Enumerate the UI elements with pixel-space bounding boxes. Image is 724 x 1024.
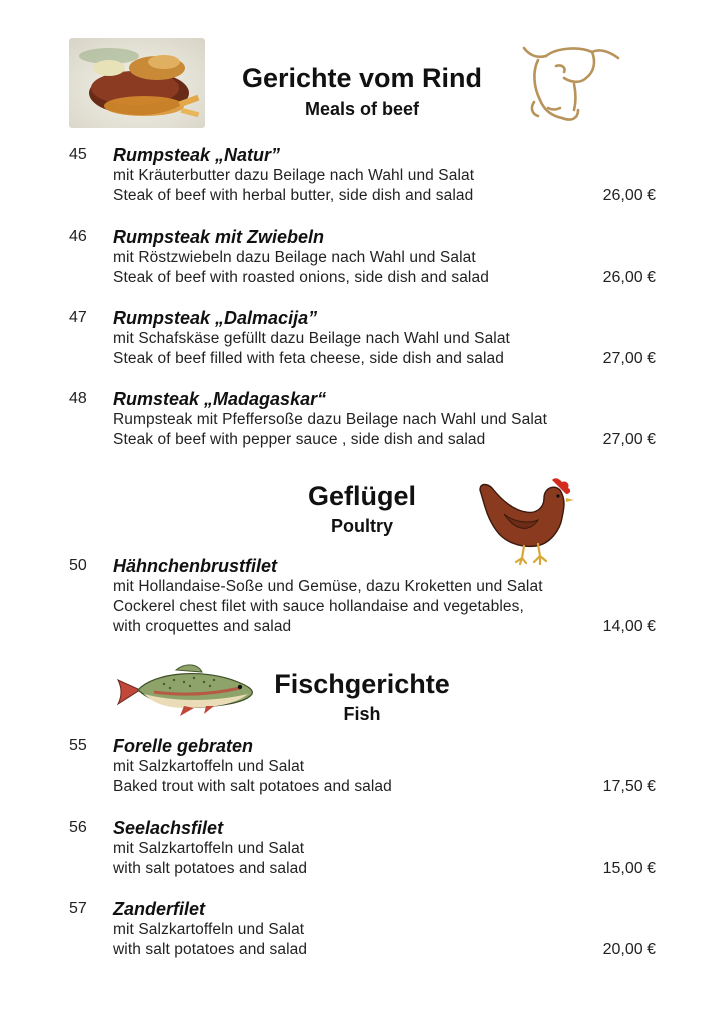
item-name: Seelachsfilet bbox=[113, 818, 224, 838]
item-description-en: Cockerel chest filet with sauce hollandaise and vegetables, bbox=[113, 598, 524, 615]
item-description-en: with salt potatoes and salad bbox=[113, 860, 308, 877]
menu-item bbox=[0, 145, 724, 209]
menu-item bbox=[0, 818, 724, 882]
poultry-section-title: Geflügel bbox=[307, 481, 416, 511]
item-description-en-2: with croquettes and salad bbox=[113, 618, 292, 635]
menu-item bbox=[0, 556, 724, 640]
item-description-de: mit Salzkartoffeln und Salat bbox=[113, 840, 305, 857]
chicken-icon bbox=[474, 474, 576, 568]
item-description-en: Steak of beef with herbal butter, side dish and salad bbox=[113, 187, 474, 204]
item-name: Zanderfilet bbox=[113, 899, 206, 919]
beef-section-title: Gerichte vom Rind bbox=[241, 63, 483, 93]
menu-item bbox=[0, 899, 724, 963]
menu-item bbox=[0, 308, 724, 372]
item-number: 47 bbox=[69, 309, 87, 326]
item-description-en: with salt potatoes and salad bbox=[113, 941, 308, 958]
item-price: 27,00 € bbox=[602, 350, 656, 367]
fish-section-title: Fischgerichte bbox=[274, 669, 450, 699]
cow-head-icon bbox=[516, 38, 620, 130]
beef-section-subtitle: Meals of beef bbox=[304, 99, 420, 119]
menu-item bbox=[0, 227, 724, 291]
item-description-de: mit Kräuterbutter dazu Beilage nach Wahl und Salat bbox=[113, 167, 475, 184]
item-price: 26,00 € bbox=[602, 187, 656, 204]
item-price: 20,00 € bbox=[602, 941, 656, 958]
item-name: Rumpsteak „Natur” bbox=[113, 145, 281, 165]
item-price: 27,00 € bbox=[602, 431, 656, 448]
menu-item bbox=[0, 736, 724, 800]
item-description-de: mit Salzkartoffeln und Salat bbox=[113, 758, 305, 775]
item-description-en: Steak of beef filled with feta cheese, side dish and salad bbox=[113, 350, 504, 367]
item-number: 57 bbox=[69, 900, 87, 917]
item-number: 56 bbox=[69, 819, 87, 836]
item-price: 17,50 € bbox=[602, 778, 656, 795]
poultry-section-subtitle: Poultry bbox=[330, 516, 393, 536]
item-description-de: mit Salzkartoffeln und Salat bbox=[113, 921, 305, 938]
item-name: Forelle gebraten bbox=[113, 736, 254, 756]
item-number: 48 bbox=[69, 390, 87, 407]
item-number: 55 bbox=[69, 737, 87, 754]
item-number: 50 bbox=[69, 557, 87, 574]
item-name: Rumpsteak „Dalmacija” bbox=[113, 308, 318, 328]
item-number: 45 bbox=[69, 146, 87, 163]
item-description-en: Steak of beef with pepper sauce , side dish and salad bbox=[113, 431, 486, 448]
item-description-en: Steak of beef with roasted onions, side dish and salad bbox=[113, 269, 489, 286]
item-name: Hähnchenbrustfilet bbox=[113, 556, 278, 576]
item-price: 26,00 € bbox=[602, 269, 656, 286]
item-price: 14,00 € bbox=[602, 618, 656, 635]
menu-item bbox=[0, 389, 724, 453]
item-description-de: mit Schafskäse gefüllt dazu Beilage nach Wahl und Salat bbox=[113, 330, 510, 347]
item-description-en: Baked trout with salt potatoes and salad bbox=[113, 778, 392, 795]
item-name: Rumsteak „Madagaskar“ bbox=[113, 389, 327, 409]
item-price: 15,00 € bbox=[602, 860, 656, 877]
item-name: Rumpsteak mit Zwiebeln bbox=[113, 227, 325, 247]
item-number: 46 bbox=[69, 228, 87, 245]
item-description-de: Rumpsteak mit Pfeffersoße dazu Beilage nach Wahl und Salat bbox=[113, 411, 548, 428]
fish-section-subtitle: Fish bbox=[343, 704, 381, 724]
item-description-de: mit Röstzwiebeln dazu Beilage nach Wahl und Salat bbox=[113, 249, 476, 266]
item-description-de: mit Hollandaise-Soße und Gemüse, dazu Kroketten und Salat bbox=[113, 578, 543, 595]
